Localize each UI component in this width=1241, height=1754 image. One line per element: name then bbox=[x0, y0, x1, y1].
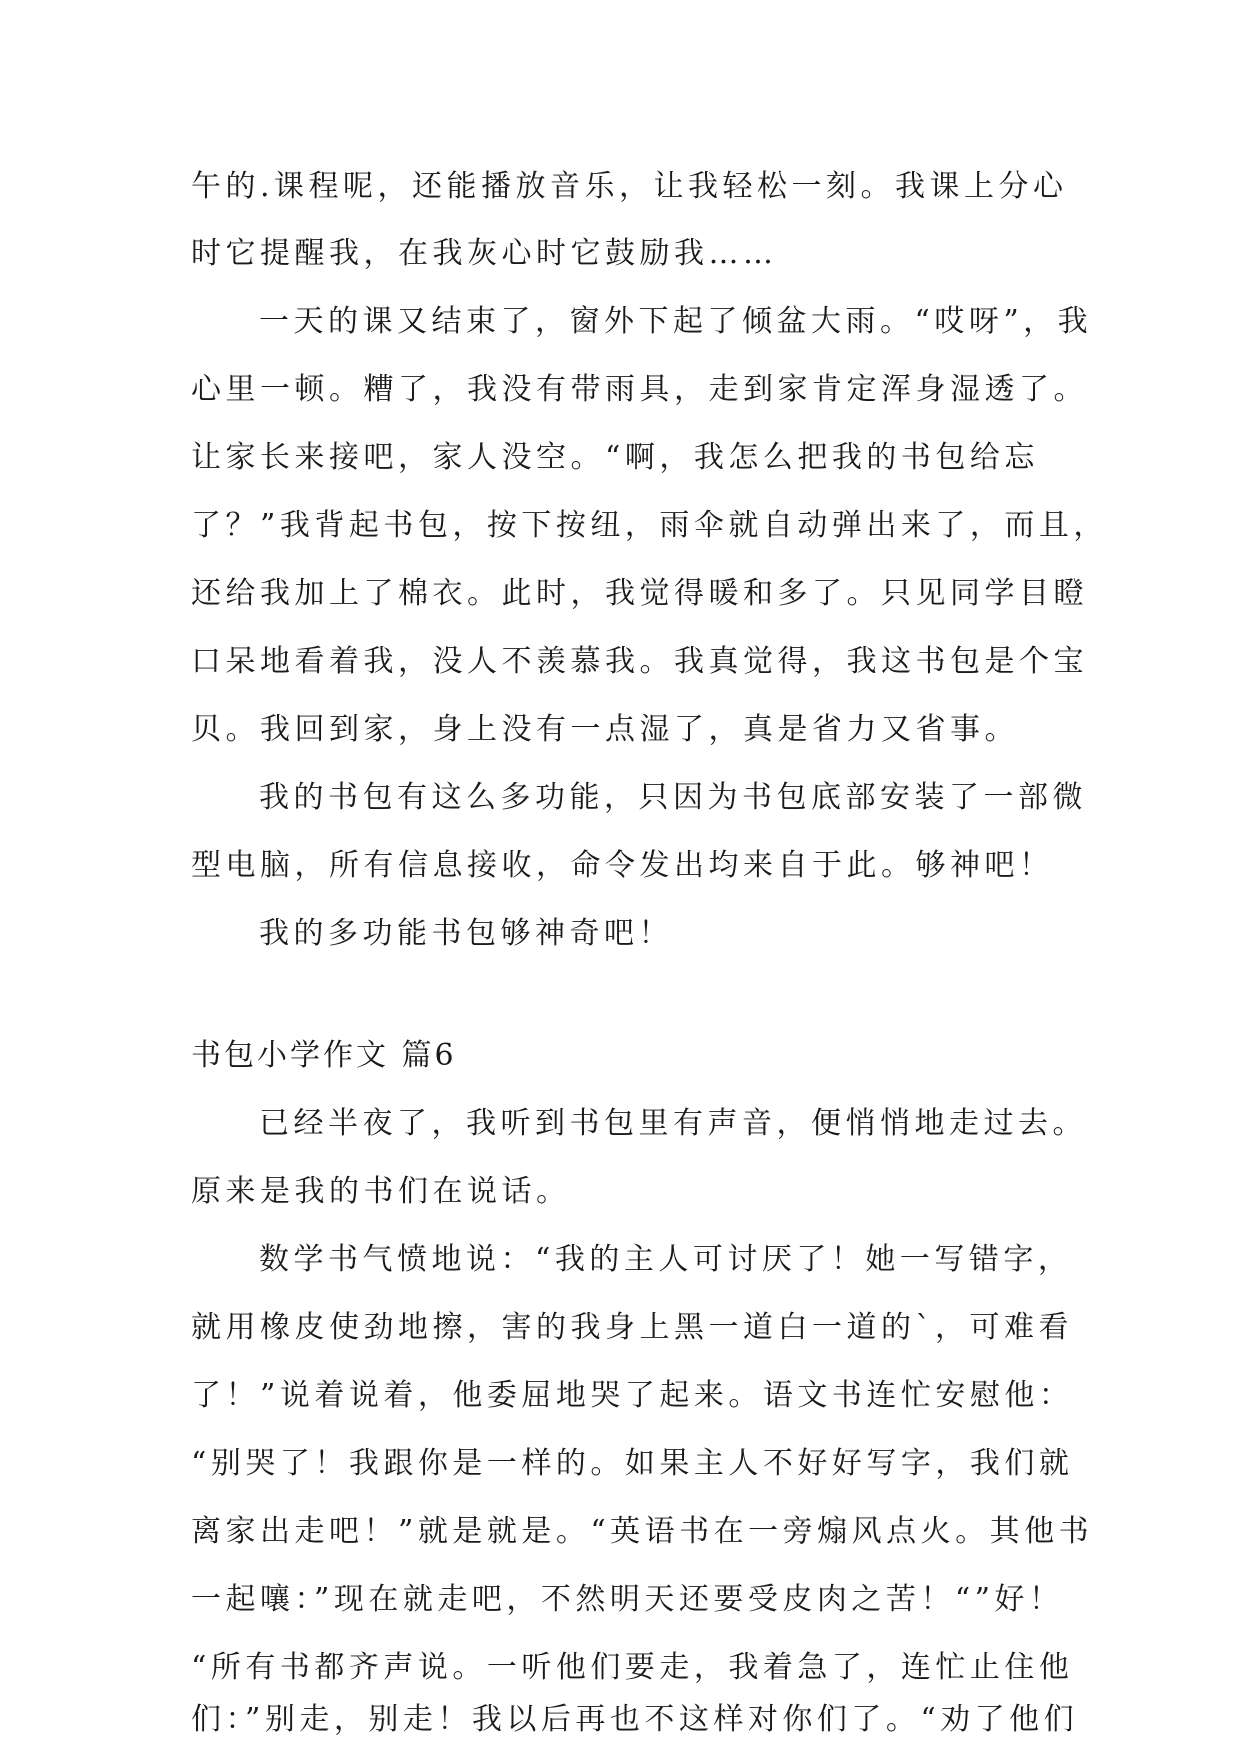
paragraph-line: 了！”说着说着，他委屈地哭了起来。语文书连忙安慰他： bbox=[191, 1378, 1074, 1413]
paragraph-line: 我的多功能书包够神奇吧！ bbox=[259, 916, 673, 951]
paragraph-line: 我的书包有这么多功能，只因为书包底部安装了一部微 bbox=[259, 780, 1087, 815]
paragraph-line: “所有书都齐声说。一听他们要走，我着急了，连忙止住他 bbox=[191, 1650, 1074, 1685]
paragraph-line: 口呆地看着我，没人不羡慕我。我真觉得，我这书包是个宝 bbox=[191, 644, 1088, 679]
paragraph-line: 贝。我回到家，身上没有一点湿了，真是省力又省事。 bbox=[191, 712, 1019, 747]
paragraph-line: 们：”别走，别走！我以后再也不这样对你们了。“劝了他们 bbox=[191, 1702, 1079, 1737]
paragraph-line: 了？”我背起书包，按下按纽，雨伞就自动弹出来了，而且， bbox=[191, 508, 1108, 543]
paragraph-line: “别哭了！我跟你是一样的。如果主人不好好写字，我们就 bbox=[191, 1446, 1074, 1481]
paragraph-line: 一天的课又结束了，窗外下起了倾盆大雨。“哎呀”，我 bbox=[259, 304, 1093, 339]
paragraph-line: 离家出走吧！”就是就是。“英语书在一旁煽风点火。其他书 bbox=[191, 1514, 1094, 1549]
paragraph-line: 一起嚷：”现在就走吧，不然明天还要受皮肉之苦！“”好！ bbox=[191, 1582, 1064, 1617]
paragraph-line: 让家长来接吧，家人没空。“啊，我怎么把我的书包给忘 bbox=[191, 440, 1039, 475]
paragraph-line: 午的.课程呢，还能播放音乐，让我轻松一刻。我课上分心 bbox=[191, 169, 1068, 204]
paragraph-line: 就用橡皮使劲地擦，害的我身上黑一道白一道的`，可难看 bbox=[191, 1310, 1073, 1345]
paragraph-line: 型电脑，所有信息接收，命令发出均来自于此。够神吧！ bbox=[191, 848, 1054, 883]
paragraph-line: 已经半夜了，我听到书包里有声音，便悄悄地走过去。 bbox=[259, 1106, 1087, 1141]
paragraph-line: 还给我加上了棉衣。此时，我觉得暖和多了。只见同学目瞪 bbox=[191, 576, 1088, 611]
paragraph-line: 时它提醒我，在我灰心时它鼓励我…… bbox=[191, 236, 778, 271]
section-heading: 书包小学作文 篇6 bbox=[191, 1038, 457, 1073]
paragraph-line: 数学书气愤地说：“我的主人可讨厌了！她一写错字， bbox=[259, 1242, 1073, 1277]
paragraph-line: 心里一顿。糟了，我没有带雨具，走到家肯定浑身湿透了。 bbox=[191, 372, 1088, 407]
paragraph-line: 原来是我的书们在说话。 bbox=[191, 1174, 571, 1209]
